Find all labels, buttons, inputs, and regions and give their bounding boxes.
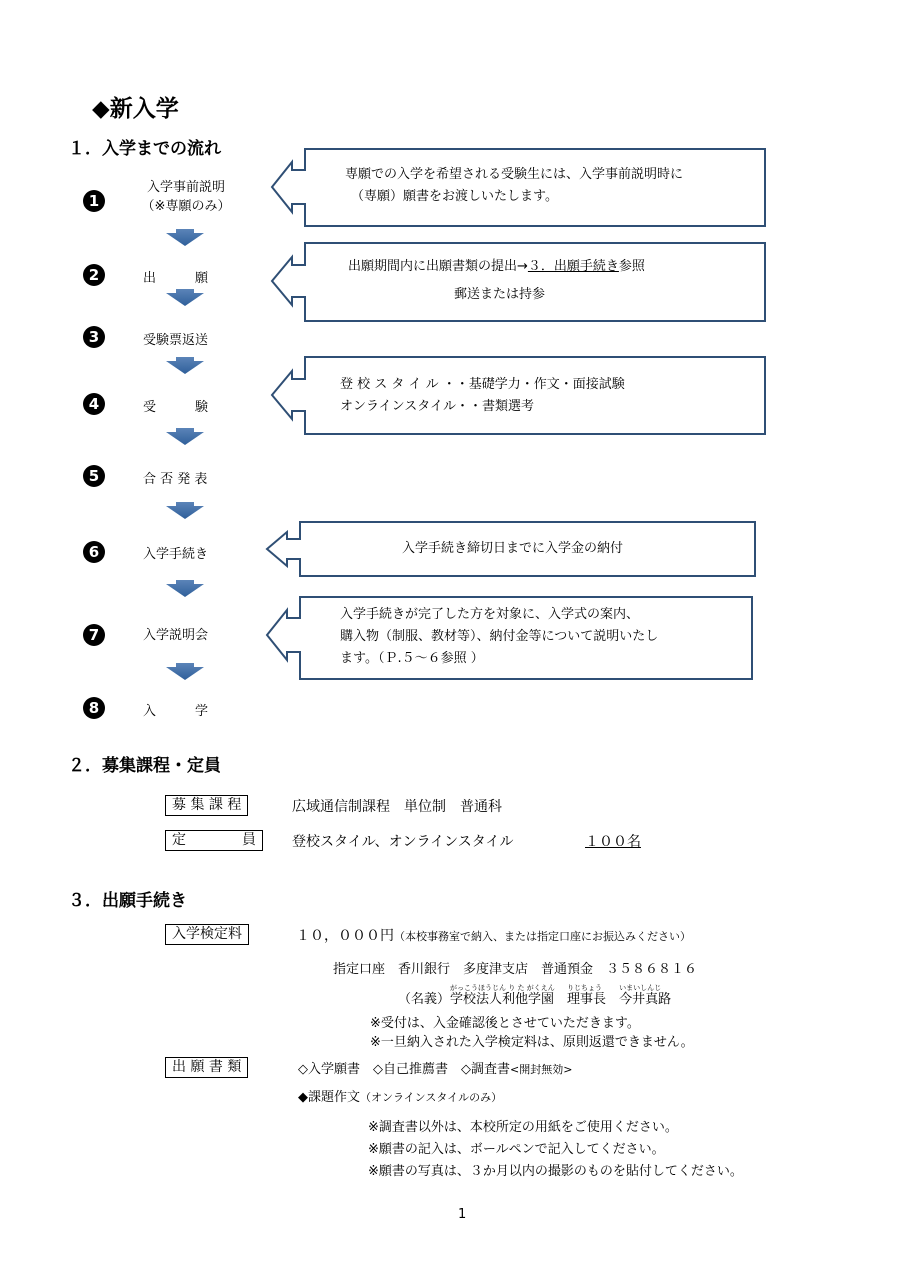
step-label-8: 入 学 (143, 704, 209, 719)
account-info: 指定口座 香川銀行 多度津支店 普通預金 ３５８６８１６ (333, 962, 698, 977)
step-label-1: 入学事前説明 （※専願のみ） (141, 180, 231, 214)
step-number-8: 8 (83, 697, 105, 719)
step-number-4: 4 (83, 393, 105, 415)
note-receipt: ※受付は、入金確認後とさせていただきます。 (370, 1016, 640, 1031)
page-number: 1 (458, 1207, 467, 1222)
fee-line: １０，０００円（本校事務室で納入、または指定口座にお振込みください） (296, 928, 691, 944)
course-value: 広域通信制課程 単位制 普通科 (292, 799, 502, 815)
step-number-6: 6 (83, 541, 105, 563)
step-label-5: 合 否 発 表 (143, 472, 208, 487)
step-number-1: 1 (83, 190, 105, 212)
step-label-7: 入学説明会 (143, 628, 209, 643)
callout-6-text: 入学手続き締切日までに入学金の納付 (402, 541, 624, 556)
capacity-count: １００名 (585, 834, 641, 850)
fee-label: 入学検定料 (165, 924, 249, 945)
step-label-4: 受 験 (143, 400, 209, 415)
section2-heading: ２．募集課程・定員 (68, 756, 221, 776)
step-number-7: 7 (83, 624, 105, 646)
note-pen: ※願書の記入は、ボールペンで記入してください。 (368, 1142, 665, 1157)
note-forms: ※調査書以外は、本校所定の用紙をご使用ください。 (368, 1120, 678, 1135)
section3-heading: ３．出願手続き (68, 891, 187, 911)
callout-2-text: 出願期間内に出願書類の提出→３．出願手続き参照 郵送または持参 (348, 259, 645, 302)
note-photo: ※願書の写真は、３か月以内の撮影のものを貼付してください。 (368, 1164, 743, 1179)
down-arrow-icon (166, 229, 204, 680)
step-label-6: 入学手続き (143, 547, 209, 562)
essay-line: ◆課題作文（オンラインスタイルのみ） (298, 1090, 503, 1105)
capacity-label: 定 員 (165, 830, 263, 851)
course-label: 募 集 課 程 (165, 795, 248, 816)
section1-heading: １．入学までの流れ (68, 139, 221, 159)
page-title: ◆新入学 (92, 96, 179, 122)
step-number-2: 2 (83, 264, 105, 286)
callout-1-text: 専願での入学を希望される受験生には、入学事前説明時に （専願）願書をお渡しいたします。 (345, 167, 684, 204)
step-number-5: 5 (83, 465, 105, 487)
step-number-3: 3 (83, 326, 105, 348)
note-refund: ※一旦納入された入学検定料は、原則返還できません。 (370, 1035, 694, 1050)
callout-4-text: 登 校 ス タ イ ル ・・基礎学力・作文・面接試験 オンラインスタイル・・書類選考 (340, 377, 625, 414)
step-label-3: 受験票返送 (143, 333, 209, 348)
docs-items: ◇入学願書 ◇自己推薦書 ◇調査書<開封無効> (298, 1062, 573, 1077)
capacity-value: 登校スタイル、オンラインスタイル (292, 834, 514, 850)
account-holder: （名義） がっこうほうじん り た がくえん 学校法人利他学園 りじちょう 理事長 いまいしんじ 今井真路 (398, 984, 672, 1007)
step-label-2: 出 願 (143, 271, 209, 286)
callout-7-text: 入学手続きが完了した方を対象に、入学式の案内、 購入物（制服、教材等）、納付金等について説明いたし ます。（Ｐ.５～６参照 ） (340, 607, 659, 666)
docs-label: 出 願 書 類 (165, 1057, 248, 1078)
